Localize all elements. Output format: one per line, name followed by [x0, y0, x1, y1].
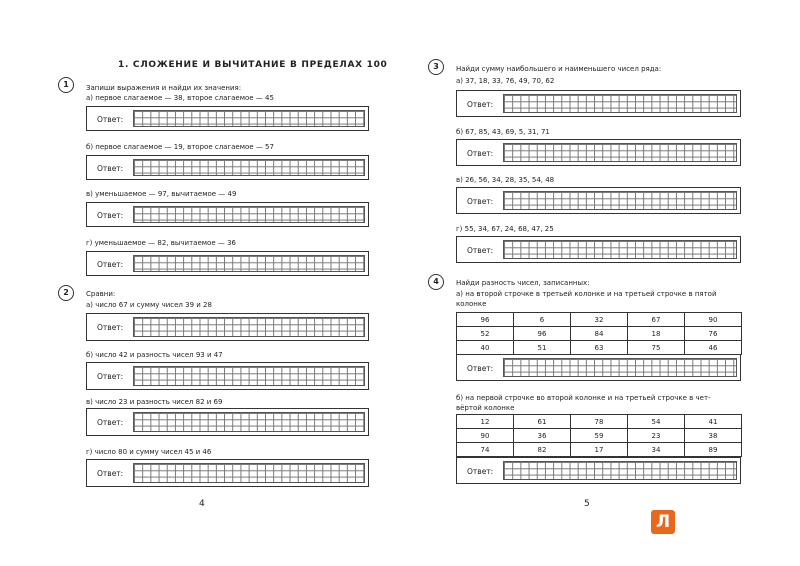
answer-grid[interactable]: [503, 358, 737, 377]
answer-grid[interactable]: [503, 191, 737, 210]
answer-label: Ответ:: [467, 364, 494, 373]
answer-label: Ответ:: [467, 246, 494, 255]
answer-label: Ответ:: [467, 149, 494, 158]
task-3-item-a: а) 37, 18, 33, 76, 49, 70, 62: [456, 77, 555, 85]
table-cell: 32: [571, 313, 628, 327]
task-3-intro: Найди сумму наибольшего и наименьшего чисел ряда:: [456, 65, 662, 73]
answer-label: Ответ:: [97, 164, 124, 173]
table-cell: 51: [514, 341, 571, 355]
answer-box[interactable]: [86, 459, 369, 487]
answer-grid[interactable]: [503, 94, 737, 113]
table-row: [457, 443, 742, 457]
task-3-number: 3: [428, 59, 444, 75]
table-cell: 89: [685, 443, 742, 457]
answer-box[interactable]: [456, 187, 741, 214]
answer-grid[interactable]: [133, 206, 365, 223]
answer-label: Ответ:: [467, 197, 494, 206]
task-1-number: 1: [58, 77, 74, 93]
table-cell: 67: [628, 313, 685, 327]
answer-box[interactable]: [86, 408, 369, 436]
task-4-item-a-line1: а) на второй строчке в третьей колонке и на третьей строчке в пятой: [456, 290, 717, 298]
answer-box[interactable]: [86, 251, 369, 276]
task-1-item-b: б) первое слагаемое — 19, второе слагаемое — 57: [86, 143, 274, 151]
answer-box[interactable]: [86, 362, 369, 390]
answer-label: Ответ:: [467, 100, 494, 109]
answer-label: Ответ:: [97, 115, 124, 124]
answer-label: Ответ:: [97, 211, 124, 220]
table-cell: 90: [685, 313, 742, 327]
table-cell: 82: [514, 443, 571, 457]
answer-label: Ответ:: [97, 260, 124, 269]
table-cell: 40: [457, 341, 514, 355]
section-title: 1. СЛОЖЕНИЕ И ВЫЧИТАНИЕ В ПРЕДЕЛАХ 100: [118, 60, 388, 70]
answer-grid[interactable]: [133, 159, 365, 176]
answer-grid[interactable]: [503, 461, 737, 480]
task-1-intro: Запиши выражения и найди их значения:: [86, 84, 242, 92]
table-cell: 96: [514, 327, 571, 341]
answer-grid[interactable]: [133, 110, 365, 127]
task-3-item-d: г) 55, 34, 67, 24, 68, 47, 25: [456, 225, 554, 233]
answer-box[interactable]: [86, 202, 369, 227]
answer-grid[interactable]: [503, 143, 737, 162]
answer-grid[interactable]: [133, 463, 365, 483]
table-cell: 76: [685, 327, 742, 341]
publisher-logo: Л: [651, 510, 675, 534]
table-row: [457, 313, 742, 327]
table-cell: 61: [514, 415, 571, 429]
table-cell: 12: [457, 415, 514, 429]
task-4-item-b-line1: б) на первой строчке во второй колонке и на третьей строчке в чет-: [456, 394, 711, 402]
task-3-item-c: в) 26, 56, 34, 28, 35, 54, 48: [456, 176, 555, 184]
table-cell: 41: [685, 415, 742, 429]
table-cell: 75: [628, 341, 685, 355]
number-table-b: [456, 414, 742, 457]
answer-label: Ответ:: [97, 372, 124, 381]
answer-box[interactable]: [86, 106, 369, 131]
table-row: [457, 327, 742, 341]
task-1-item-d: г) уменьшаемое — 82, вычитаемое — 36: [86, 239, 236, 247]
table-row: [457, 429, 742, 443]
answer-box[interactable]: [456, 236, 741, 263]
table-row: [457, 341, 742, 355]
task-3-item-b: б) 67, 85, 43, 69, 5, 31, 71: [456, 128, 550, 136]
table-cell: 96: [457, 313, 514, 327]
answer-label: Ответ:: [97, 418, 124, 427]
task-2-intro: Сравни:: [86, 290, 116, 298]
table-cell: 52: [457, 327, 514, 341]
table-cell: 36: [514, 429, 571, 443]
answer-grid[interactable]: [133, 255, 365, 272]
task-2-item-d: г) число 80 и сумму чисел 45 и 46: [86, 448, 212, 456]
task-1-item-c: в) уменьшаемое — 97, вычитаемое — 49: [86, 190, 237, 198]
table-cell: 34: [628, 443, 685, 457]
answer-grid[interactable]: [133, 412, 365, 432]
task-4-number: 4: [428, 274, 444, 290]
number-table-a: [456, 312, 742, 355]
table-cell: 84: [571, 327, 628, 341]
answer-box[interactable]: [456, 354, 741, 381]
answer-label: Ответ:: [97, 469, 124, 478]
page-number: 4: [199, 499, 205, 509]
task-4-item-a-line2: колонке: [456, 300, 487, 308]
answer-label: Ответ:: [467, 467, 494, 476]
table-cell: 38: [685, 429, 742, 443]
task-2-item-b: б) число 42 и разность чисел 93 и 47: [86, 351, 223, 359]
task-4-intro: Найди разность чисел, записанных:: [456, 279, 590, 287]
table-cell: 90: [457, 429, 514, 443]
task-1-item-a: а) первое слагаемое — 38, второе слагаемое — 45: [86, 94, 274, 102]
table-cell: 74: [457, 443, 514, 457]
task-2-number: 2: [58, 285, 74, 301]
task-2-item-c: в) число 23 и разность чисел 82 и 69: [86, 398, 223, 406]
table-cell: 23: [628, 429, 685, 443]
table-cell: 18: [628, 327, 685, 341]
answer-box[interactable]: [456, 90, 741, 117]
table-cell: 17: [571, 443, 628, 457]
table-cell: 46: [685, 341, 742, 355]
answer-grid[interactable]: [503, 240, 737, 259]
table-row: [457, 415, 742, 429]
table-cell: 59: [571, 429, 628, 443]
answer-box[interactable]: [86, 155, 369, 180]
answer-box[interactable]: [456, 457, 741, 484]
table-cell: 6: [514, 313, 571, 327]
answer-grid[interactable]: [133, 366, 365, 386]
table-cell: 54: [628, 415, 685, 429]
task-2-item-a: а) число 67 и сумму чисел 39 и 28: [86, 301, 212, 309]
answer-label: Ответ:: [97, 323, 124, 332]
table-cell: 63: [571, 341, 628, 355]
page-number: 5: [584, 499, 590, 509]
table-cell: 78: [571, 415, 628, 429]
answer-box[interactable]: [456, 139, 741, 166]
answer-grid[interactable]: [133, 317, 365, 337]
right-page: [400, 0, 800, 566]
task-4-item-b-line2: вёртой колонке: [456, 404, 515, 412]
answer-box[interactable]: [86, 313, 369, 341]
